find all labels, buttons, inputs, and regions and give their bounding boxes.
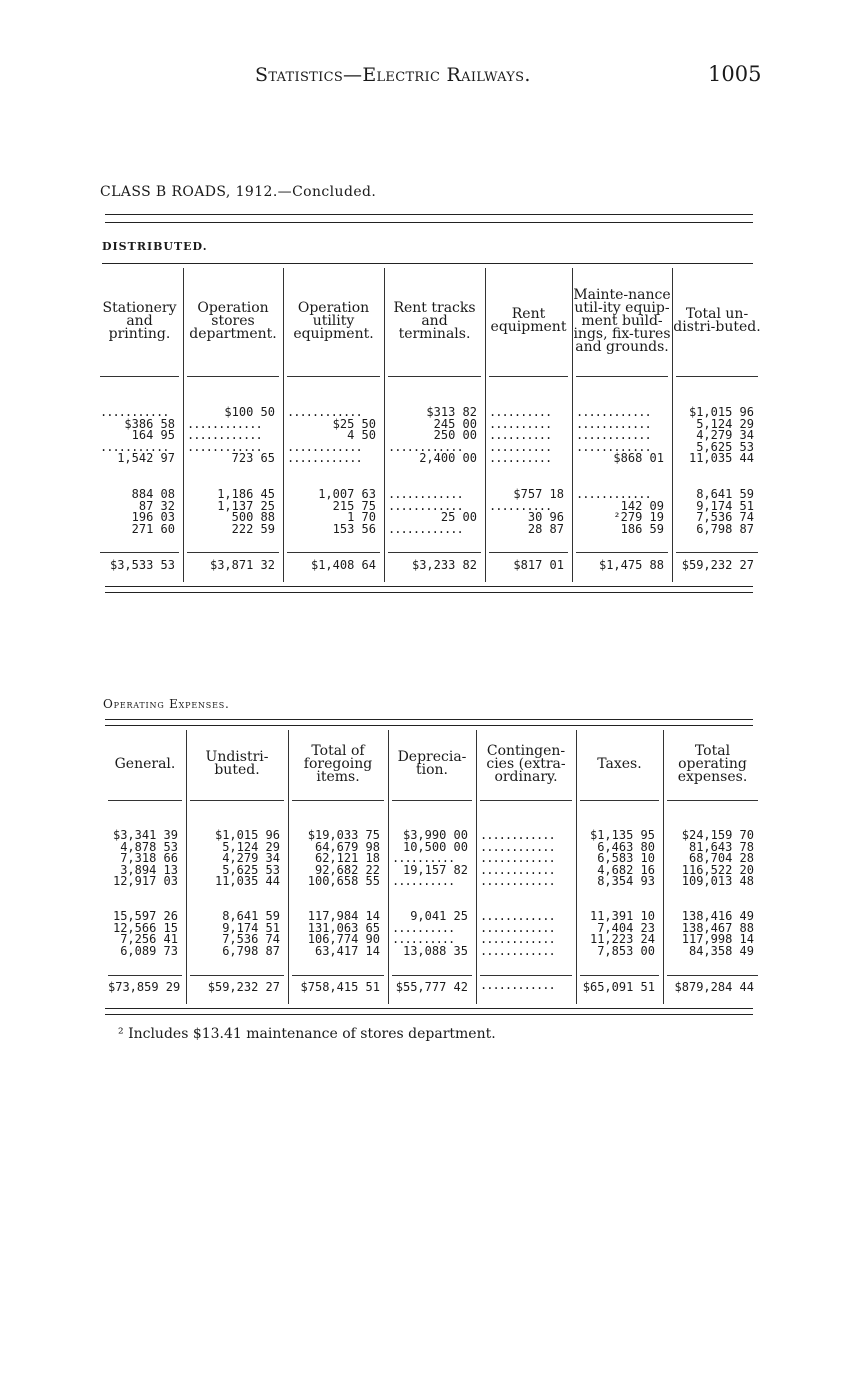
table-cell: 9,174 51 — [696, 498, 754, 513]
column-header: Rent equipment — [490, 306, 567, 335]
table-cell: ............ — [576, 405, 651, 419]
table-cell: $1,015 96 — [688, 405, 754, 419]
header-rule — [580, 800, 659, 801]
table-cell: ............ — [480, 839, 555, 854]
table-caption: CLASS B ROADS, 1912.—Concluded. — [100, 184, 377, 200]
table-cell: 117,998 14 — [681, 932, 754, 946]
table-cell: ............ — [576, 439, 651, 454]
table-cell: .......... — [489, 428, 552, 442]
section-label-distributed: DISTRIBUTED. — [102, 240, 208, 253]
column-header: Contingen-cies (extra-ordinary. — [486, 742, 566, 785]
table-cell: $757 18 — [513, 487, 564, 501]
table-cell: 13,088 35 — [402, 943, 468, 958]
total-rule — [100, 552, 179, 553]
total-rule — [392, 975, 472, 976]
table-cell: .......... — [392, 851, 455, 865]
table-cell: ............ — [187, 428, 262, 442]
table-cell: .......... — [489, 451, 552, 465]
table-cell: 87 32 — [138, 498, 175, 513]
table-cell: ............ — [576, 487, 651, 501]
table-cell: ²279 19 — [613, 510, 664, 524]
total-cell: $817 01 — [513, 558, 564, 572]
total-cell: ............ — [480, 978, 555, 992]
column-header: Stationery and printing. — [102, 299, 177, 342]
table-cell: $313 82 — [426, 405, 477, 419]
table-cell: 8,641 59 — [696, 487, 754, 501]
header-rule — [388, 376, 481, 377]
table-cell: 92,682 22 — [314, 862, 380, 877]
total-cell: $3,871 32 — [209, 558, 275, 572]
table-cell: 9,174 51 — [222, 920, 280, 935]
table-cell: .......... — [489, 405, 552, 419]
table-cell: 63,417 14 — [314, 943, 380, 958]
page-number: 1005 — [708, 62, 762, 86]
column-divider — [388, 730, 389, 1004]
table-cell: 142 09 — [620, 498, 664, 513]
total-cell: $59,232 27 — [681, 558, 754, 572]
table-cell: 15,597 26 — [112, 909, 178, 923]
column-divider — [576, 730, 577, 1004]
double-rule — [105, 214, 753, 223]
running-header-title: Statistics—Electric Railways. — [255, 64, 531, 86]
table-cell: ............ — [480, 920, 555, 935]
table-cell: 11,035 44 — [214, 874, 280, 888]
table-cell: 1 70 — [347, 510, 376, 524]
header-rule — [489, 376, 568, 377]
table-cell: 138,416 49 — [681, 909, 754, 923]
total-rule — [108, 975, 182, 976]
total-rule — [576, 552, 668, 553]
total-cell: $1,475 88 — [598, 558, 664, 572]
total-cell: $59,232 27 — [207, 980, 280, 994]
table-cell: 1,137 25 — [217, 498, 275, 513]
table-cell: ............ — [480, 943, 555, 958]
table1-top-rule — [102, 263, 753, 264]
table-cell: 271 60 — [131, 521, 175, 536]
table-cell: $24,159 70 — [681, 828, 754, 842]
table-cell: 8,641 59 — [222, 909, 280, 923]
table-cell: ............ — [480, 932, 555, 946]
table-cell: 68,704 28 — [688, 851, 754, 865]
column-header: Rent tracks and terminals. — [393, 299, 476, 342]
header-rule — [667, 800, 758, 801]
total-rule — [388, 552, 481, 553]
table-cell: 7,536 74 — [222, 932, 280, 946]
table-cell: ............ — [480, 909, 555, 923]
table-cell: $3,341 39 — [112, 828, 178, 842]
table-cell: 245 00 — [433, 416, 477, 431]
column-divider — [283, 268, 284, 582]
table-cell: 6,583 10 — [597, 851, 655, 865]
total-rule — [287, 552, 380, 553]
table-cell: .......... — [392, 932, 455, 946]
total-rule — [480, 975, 572, 976]
table-cell: 5,625 53 — [696, 439, 754, 454]
table-cell: 138,467 88 — [681, 920, 754, 935]
table-cell: $1,015 96 — [214, 828, 280, 842]
table-cell: 4,279 34 — [696, 428, 754, 442]
table-cell: 19,157 82 — [402, 862, 468, 877]
table-cell: 12,566 15 — [112, 920, 178, 935]
table-cell: $100 50 — [224, 405, 275, 419]
table-cell: $25 50 — [332, 416, 376, 431]
table-cell: ............ — [480, 862, 555, 877]
header-rule — [480, 800, 572, 801]
total-rule — [489, 552, 568, 553]
table-cell: 11,223 24 — [589, 932, 655, 946]
table-cell: ............ — [287, 439, 362, 454]
table-cell: 6,798 87 — [222, 943, 280, 958]
table-cell: 12,917 03 — [112, 874, 178, 888]
table-cell: 109,013 48 — [681, 874, 754, 888]
header-rule — [187, 376, 279, 377]
total-cell: $3,533 53 — [109, 558, 175, 572]
table-cell: 6,798 87 — [696, 521, 754, 536]
table-cell: 81,643 78 — [688, 839, 754, 854]
table-cell: 1,186 45 — [217, 487, 275, 501]
column-header: General. — [114, 755, 176, 772]
table-cell: 723 65 — [231, 451, 275, 465]
table-cell: .......... — [489, 498, 552, 513]
total-cell: $879,284 44 — [674, 980, 754, 994]
total-cell: $1,408 64 — [310, 558, 376, 572]
table-cell: 84,358 49 — [688, 943, 754, 958]
table-cell: 117,984 14 — [307, 909, 380, 923]
total-cell: $3,233 82 — [411, 558, 477, 572]
table-cell: 11,391 10 — [589, 909, 655, 923]
table-cell: 153 56 — [332, 521, 376, 536]
table-cell: ............ — [388, 439, 463, 454]
column-header: Operation stores department. — [189, 299, 277, 342]
table-cell: 196 03 — [131, 510, 175, 524]
column-header: Operation utility equipment. — [293, 299, 374, 342]
table-cell: 7,318 66 — [120, 851, 178, 865]
column-header: Total operating expenses. — [677, 742, 748, 785]
table-cell: 500 88 — [231, 510, 275, 524]
table-cell: ............ — [480, 874, 555, 888]
table-cell: 11,035 44 — [688, 451, 754, 465]
table-cell: 8,354 93 — [597, 874, 655, 888]
table-cell: 215 75 — [332, 498, 376, 513]
table-cell: .......... — [392, 920, 455, 935]
total-rule — [676, 552, 758, 553]
table-cell: .......... — [489, 416, 552, 431]
table-cell: 62,121 18 — [314, 851, 380, 865]
header-rule — [287, 376, 380, 377]
table-cell: ............ — [187, 439, 262, 454]
table-cell: 106,774 90 — [307, 932, 380, 946]
table-cell: ............ — [388, 487, 463, 501]
table-cell: ........... — [100, 439, 169, 454]
total-cell: $73,859 29 — [108, 980, 181, 994]
total-cell: $55,777 42 — [395, 980, 468, 994]
total-rule — [190, 975, 284, 976]
table-cell: 25 00 — [440, 510, 477, 524]
table-cell: 4,279 34 — [222, 851, 280, 865]
table-cell: $868 01 — [613, 451, 664, 465]
column-divider — [476, 730, 477, 1004]
header-rule — [392, 800, 472, 801]
table-cell: ............ — [388, 521, 463, 536]
table-cell: $19,033 75 — [307, 828, 380, 842]
total-cell: $65,091 51 — [582, 980, 655, 994]
column-divider — [485, 268, 486, 582]
table-cell: 6,089 73 — [120, 943, 178, 958]
column-divider — [672, 268, 673, 582]
header-rule — [108, 800, 182, 801]
table-cell: 7,853 00 — [597, 943, 655, 958]
column-header: Total of foregoing items. — [303, 742, 373, 785]
column-header: Taxes. — [597, 755, 642, 772]
table-cell: 10,500 00 — [402, 839, 468, 854]
table-cell: ............ — [187, 416, 262, 431]
table-cell: .......... — [392, 874, 455, 888]
table-cell: ............ — [576, 428, 651, 442]
table-cell: 186 59 — [620, 521, 664, 536]
table-cell: 30 96 — [527, 510, 564, 524]
column-header: Mainte-nance util-ity equip-ment build-ings, fix-tures and grounds. — [573, 286, 671, 355]
header-rule — [190, 800, 284, 801]
column-divider — [183, 268, 184, 582]
table-cell: 28 87 — [527, 521, 564, 536]
table-cell: 2,400 00 — [419, 451, 477, 465]
table-cell: ............ — [287, 451, 362, 465]
column-divider — [186, 730, 187, 1004]
table-cell: 1,007 63 — [318, 487, 376, 501]
table-cell: $386 58 — [124, 416, 175, 431]
table-cell: ............ — [480, 851, 555, 865]
total-rule — [667, 975, 758, 976]
table-cell: 9,041 25 — [410, 909, 468, 923]
table-cell: 884 08 — [131, 487, 175, 501]
column-divider — [288, 730, 289, 1004]
table-cell: 5,625 53 — [222, 862, 280, 877]
table-cell: 4,878 53 — [120, 839, 178, 854]
column-header: Total un-distri-buted. — [673, 306, 761, 335]
table-cell: 7,256 41 — [120, 932, 178, 946]
section-label-operating-expenses: Operating Expenses. — [103, 697, 230, 711]
table-cell: .......... — [489, 439, 552, 454]
table-cell: 100,658 55 — [307, 874, 380, 888]
double-rule — [105, 719, 753, 726]
table-cell: 64,679 98 — [314, 839, 380, 854]
column-header: Undistri-buted. — [205, 749, 269, 778]
table-cell: ............ — [576, 416, 651, 431]
table-cell: 131,063 65 — [307, 920, 380, 935]
table-cell: 4 50 — [347, 428, 376, 442]
table-cell: ............ — [480, 828, 555, 842]
table-cell: 7,536 74 — [696, 510, 754, 524]
table-cell: ............ — [388, 498, 463, 513]
table-cell: 6,463 80 — [597, 839, 655, 854]
total-cell: $758,415 51 — [300, 980, 380, 994]
table-cell: 1,542 97 — [117, 451, 175, 465]
column-divider — [572, 268, 573, 582]
table-cell: ............ — [287, 405, 362, 419]
total-rule — [187, 552, 279, 553]
table-cell: 4,682 16 — [597, 862, 655, 877]
table-cell: 7,404 23 — [597, 920, 655, 935]
footnote: ² Includes $13.41 maintenance of stores department. — [118, 1026, 496, 1042]
table-cell: ........... — [100, 405, 169, 419]
table-cell: 3,894 13 — [120, 862, 178, 877]
table-cell: 164 95 — [131, 428, 175, 442]
header-rule — [292, 800, 384, 801]
double-rule — [105, 1008, 753, 1015]
table-cell: $1,135 95 — [589, 828, 655, 842]
table-cell: 5,124 29 — [696, 416, 754, 431]
table-cell: 250 00 — [433, 428, 477, 442]
total-rule — [292, 975, 384, 976]
column-divider — [384, 268, 385, 582]
header-rule — [100, 376, 179, 377]
column-divider — [663, 730, 664, 1004]
table-cell: 5,124 29 — [222, 839, 280, 854]
table-cell: 222 59 — [231, 521, 275, 536]
table-cell: 116,522 20 — [681, 862, 754, 877]
double-rule — [105, 586, 753, 593]
header-rule — [576, 376, 668, 377]
header-rule — [676, 376, 758, 377]
table-cell: $3,990 00 — [402, 828, 468, 842]
column-header: Deprecia-tion. — [397, 749, 467, 778]
total-rule — [580, 975, 659, 976]
